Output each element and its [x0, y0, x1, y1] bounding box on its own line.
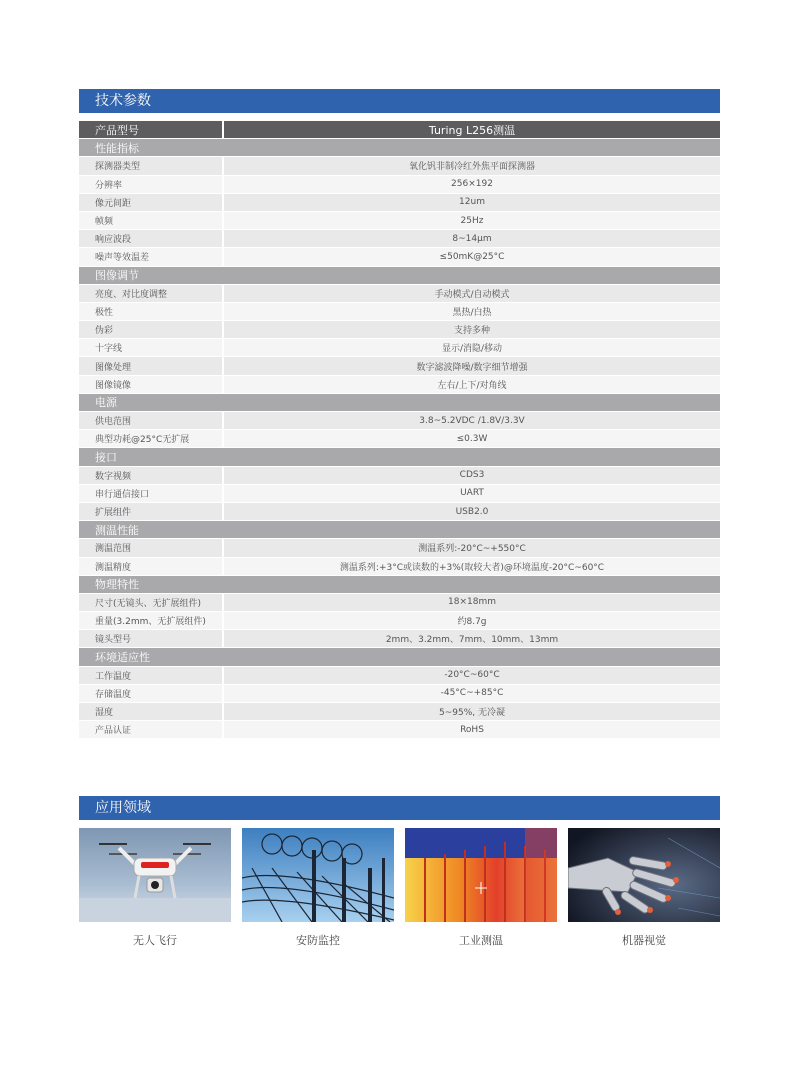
app-caption-drone: 无人飞行	[133, 934, 177, 947]
spec-row	[79, 339, 720, 357]
spec-label: 图像镜像	[79, 375, 223, 393]
spec-row	[79, 630, 720, 648]
app-tile-security	[242, 828, 394, 948]
spec-label: 帧频	[79, 211, 223, 229]
spec-row	[79, 557, 720, 575]
spec-value: 黑热/白热	[223, 302, 720, 320]
spec-label: 测温精度	[79, 557, 223, 575]
spec-label: 像元间距	[79, 193, 223, 211]
spec-label: 图像处理	[79, 357, 223, 375]
spec-row	[79, 684, 720, 702]
spec-label: 亮度、对比度调整	[79, 284, 223, 302]
spec-label: 响应波段	[79, 230, 223, 248]
app-caption-industrial: 工业测温	[459, 934, 503, 947]
spec-section-title: 性能指标	[79, 139, 720, 157]
spec-section-title: 接口	[79, 448, 720, 466]
spec-row	[79, 484, 720, 502]
spec-value: 5~95%, 无冷凝	[223, 703, 720, 721]
spec-label: 探测器类型	[79, 157, 223, 175]
spec-table-header-row	[79, 121, 720, 139]
spec-value: 18×18mm	[223, 593, 720, 611]
spec-value: 3.8~5.2VDC /1.8V/3.3V	[223, 412, 720, 430]
spec-row	[79, 502, 720, 520]
spec-section-title: 图像调节	[79, 266, 720, 284]
spec-label: 存储温度	[79, 684, 223, 702]
spec-section-title: 环境适应性	[79, 648, 720, 666]
spec-row	[79, 593, 720, 611]
spec-section-title: 电源	[79, 393, 720, 411]
spec-label: 噪声等效温差	[79, 248, 223, 266]
spec-row	[79, 211, 720, 229]
spec-value: 25Hz	[223, 211, 720, 229]
spec-row	[79, 248, 720, 266]
spec-label: 镜头型号	[79, 630, 223, 648]
spec-value: 约8.7g	[223, 612, 720, 630]
spec-label: 分辨率	[79, 175, 223, 193]
specs-section-header: 技术参数	[79, 89, 720, 113]
spec-value: 8~14μm	[223, 230, 720, 248]
spec-section-row	[79, 521, 720, 539]
spec-label: 尺寸(无镜头、无扩展组件)	[79, 593, 223, 611]
robot-hand-photo-icon	[568, 828, 720, 922]
spec-row	[79, 430, 720, 448]
app-tile-drone	[79, 828, 231, 948]
spec-value: 256×192	[223, 175, 720, 193]
spec-row	[79, 321, 720, 339]
spec-section-row	[79, 648, 720, 666]
app-caption-machine-vision: 机器视觉	[622, 934, 666, 947]
spec-row	[79, 193, 720, 211]
spec-label: 重量(3.2mm、无扩展组件)	[79, 612, 223, 630]
spec-label: 十字线	[79, 339, 223, 357]
spec-value: 测温系列:+3°C或读数的+3%(取较大者)@环境温度-20°C~60°C	[223, 557, 720, 575]
app-tile-machine-vision	[568, 828, 720, 948]
spec-value: -20°C~60°C	[223, 666, 720, 684]
spec-section-title: 物理特性	[79, 575, 720, 593]
spec-section-row	[79, 393, 720, 411]
spec-value: 12um	[223, 193, 720, 211]
spec-row	[79, 230, 720, 248]
spec-label: 供电范围	[79, 412, 223, 430]
spec-value: RoHS	[223, 721, 720, 739]
spec-value: UART	[223, 484, 720, 502]
spec-section-row	[79, 266, 720, 284]
spec-row	[79, 539, 720, 557]
spec-row	[79, 466, 720, 484]
spec-value: ≤50mK@25°C	[223, 248, 720, 266]
spec-row	[79, 302, 720, 320]
spec-value: 测温系列:-20°C~+550°C	[223, 539, 720, 557]
spec-section-row	[79, 448, 720, 466]
spec-value: 手动模式/自动模式	[223, 284, 720, 302]
spec-value: 显示/消隐/移动	[223, 339, 720, 357]
spec-label: 数字视频	[79, 466, 223, 484]
spec-row	[79, 357, 720, 375]
spec-row	[79, 703, 720, 721]
drone-photo-icon	[79, 828, 231, 922]
spec-value: CDS3	[223, 466, 720, 484]
spec-row	[79, 612, 720, 630]
spec-row	[79, 375, 720, 393]
spec-label: 扩展组件	[79, 502, 223, 520]
spec-label: 工作温度	[79, 666, 223, 684]
app-tile-industrial	[405, 828, 557, 948]
spec-row	[79, 412, 720, 430]
spec-label: 串行通信接口	[79, 484, 223, 502]
model-label: 产品型号	[79, 121, 223, 139]
barbed-wire-fence-photo-icon	[242, 828, 394, 922]
spec-value: ≤0.3W	[223, 430, 720, 448]
spec-table	[79, 121, 720, 739]
spec-row	[79, 721, 720, 739]
spec-row	[79, 284, 720, 302]
spec-row	[79, 666, 720, 684]
apps-section-header: 应用领域	[79, 796, 720, 820]
thermal-factory-photo-icon	[405, 828, 557, 922]
spec-label: 伪彩	[79, 321, 223, 339]
spec-section-title: 测温性能	[79, 521, 720, 539]
app-caption-security: 安防监控	[296, 934, 340, 947]
spec-label: 典型功耗@25°C无扩展	[79, 430, 223, 448]
spec-value: 左右/上下/对角线	[223, 375, 720, 393]
application-gallery	[79, 828, 720, 958]
spec-label: 湿度	[79, 703, 223, 721]
spec-value: 数字滤波降噪/数字细节增强	[223, 357, 720, 375]
spec-value: USB2.0	[223, 502, 720, 520]
spec-value: -45°C~+85°C	[223, 684, 720, 702]
spec-row	[79, 157, 720, 175]
spec-label: 产品认证	[79, 721, 223, 739]
spec-label: 极性	[79, 302, 223, 320]
spec-section-row	[79, 575, 720, 593]
spec-value: 2mm、3.2mm、7mm、10mm、13mm	[223, 630, 720, 648]
spec-label: 测温范围	[79, 539, 223, 557]
model-value: Turing L256测温	[223, 121, 720, 139]
spec-row	[79, 175, 720, 193]
spec-value: 支持多种	[223, 321, 720, 339]
spec-section-row	[79, 139, 720, 157]
spec-value: 氧化钒非制冷红外焦平面探测器	[223, 157, 720, 175]
